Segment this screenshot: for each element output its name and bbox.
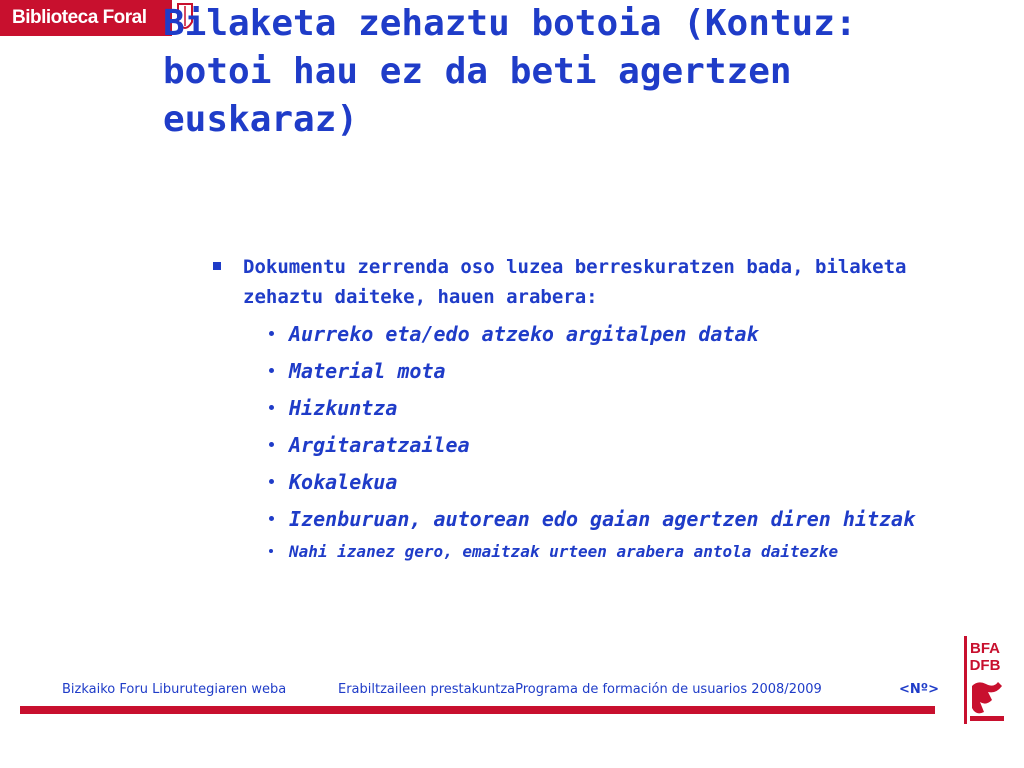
note-text: Nahi izanez gero, emaitzak urteen arabera antola daitezke bbox=[289, 542, 839, 561]
footer-divider bbox=[20, 706, 935, 714]
list-item bbox=[210, 316, 990, 353]
main-bullet-text: Dokumentu zerrenda oso luzea berreskuratzen bada, bilaketa zehaztu daiteke, hauen arabera: bbox=[243, 256, 907, 308]
bullet-dot-icon bbox=[269, 549, 273, 553]
list-item-text: Argitaratzailea bbox=[289, 433, 470, 457]
bullet-dot-icon bbox=[269, 479, 274, 484]
list-item bbox=[210, 501, 990, 538]
note-item bbox=[210, 538, 990, 566]
list-item bbox=[210, 353, 990, 390]
square-bullet-icon bbox=[213, 262, 221, 270]
list-item-text: Kokalekua bbox=[289, 470, 398, 494]
list-item-text: Material mota bbox=[289, 359, 446, 383]
bullet-dot-icon bbox=[269, 331, 274, 336]
slide-content bbox=[210, 252, 990, 566]
list-item bbox=[210, 427, 990, 464]
list-item bbox=[210, 390, 990, 427]
bullet-dot-icon bbox=[269, 516, 274, 521]
list-item bbox=[210, 464, 990, 501]
list-item-text: Aurreko eta/edo atzeko argitalpen datak bbox=[289, 322, 759, 346]
footer-center-text: Erabiltzaileen prestakuntzaPrograma de formación de usuarios 2008/2009 bbox=[338, 682, 822, 697]
footer bbox=[62, 680, 942, 700]
bullet-dot-icon bbox=[269, 405, 274, 410]
main-bullet bbox=[210, 252, 990, 312]
bfa-dfb-text bbox=[964, 640, 1006, 674]
bullet-dot-icon bbox=[269, 442, 274, 447]
list-item-text: Hizkuntza bbox=[289, 396, 398, 420]
page-number: <Nº> bbox=[899, 682, 939, 697]
bullet-dot-icon bbox=[269, 368, 274, 373]
bfa-line1: BFA bbox=[970, 640, 1000, 657]
slide-title: Bilaketa zehaztu botoia (Kontuz: botoi hau ez da beti agertzen euskaraz) bbox=[163, 3, 857, 140]
bfa-line2: DFB bbox=[969, 657, 1001, 674]
biblioteca-foral-logo: Biblioteca Foral bbox=[0, 0, 172, 36]
footer-left-text: Bizkaiko Foru Liburutegiaren weba bbox=[62, 682, 287, 697]
list-item-text: Izenburuan, autorean edo gaian agertzen diren hitzak bbox=[289, 507, 916, 531]
